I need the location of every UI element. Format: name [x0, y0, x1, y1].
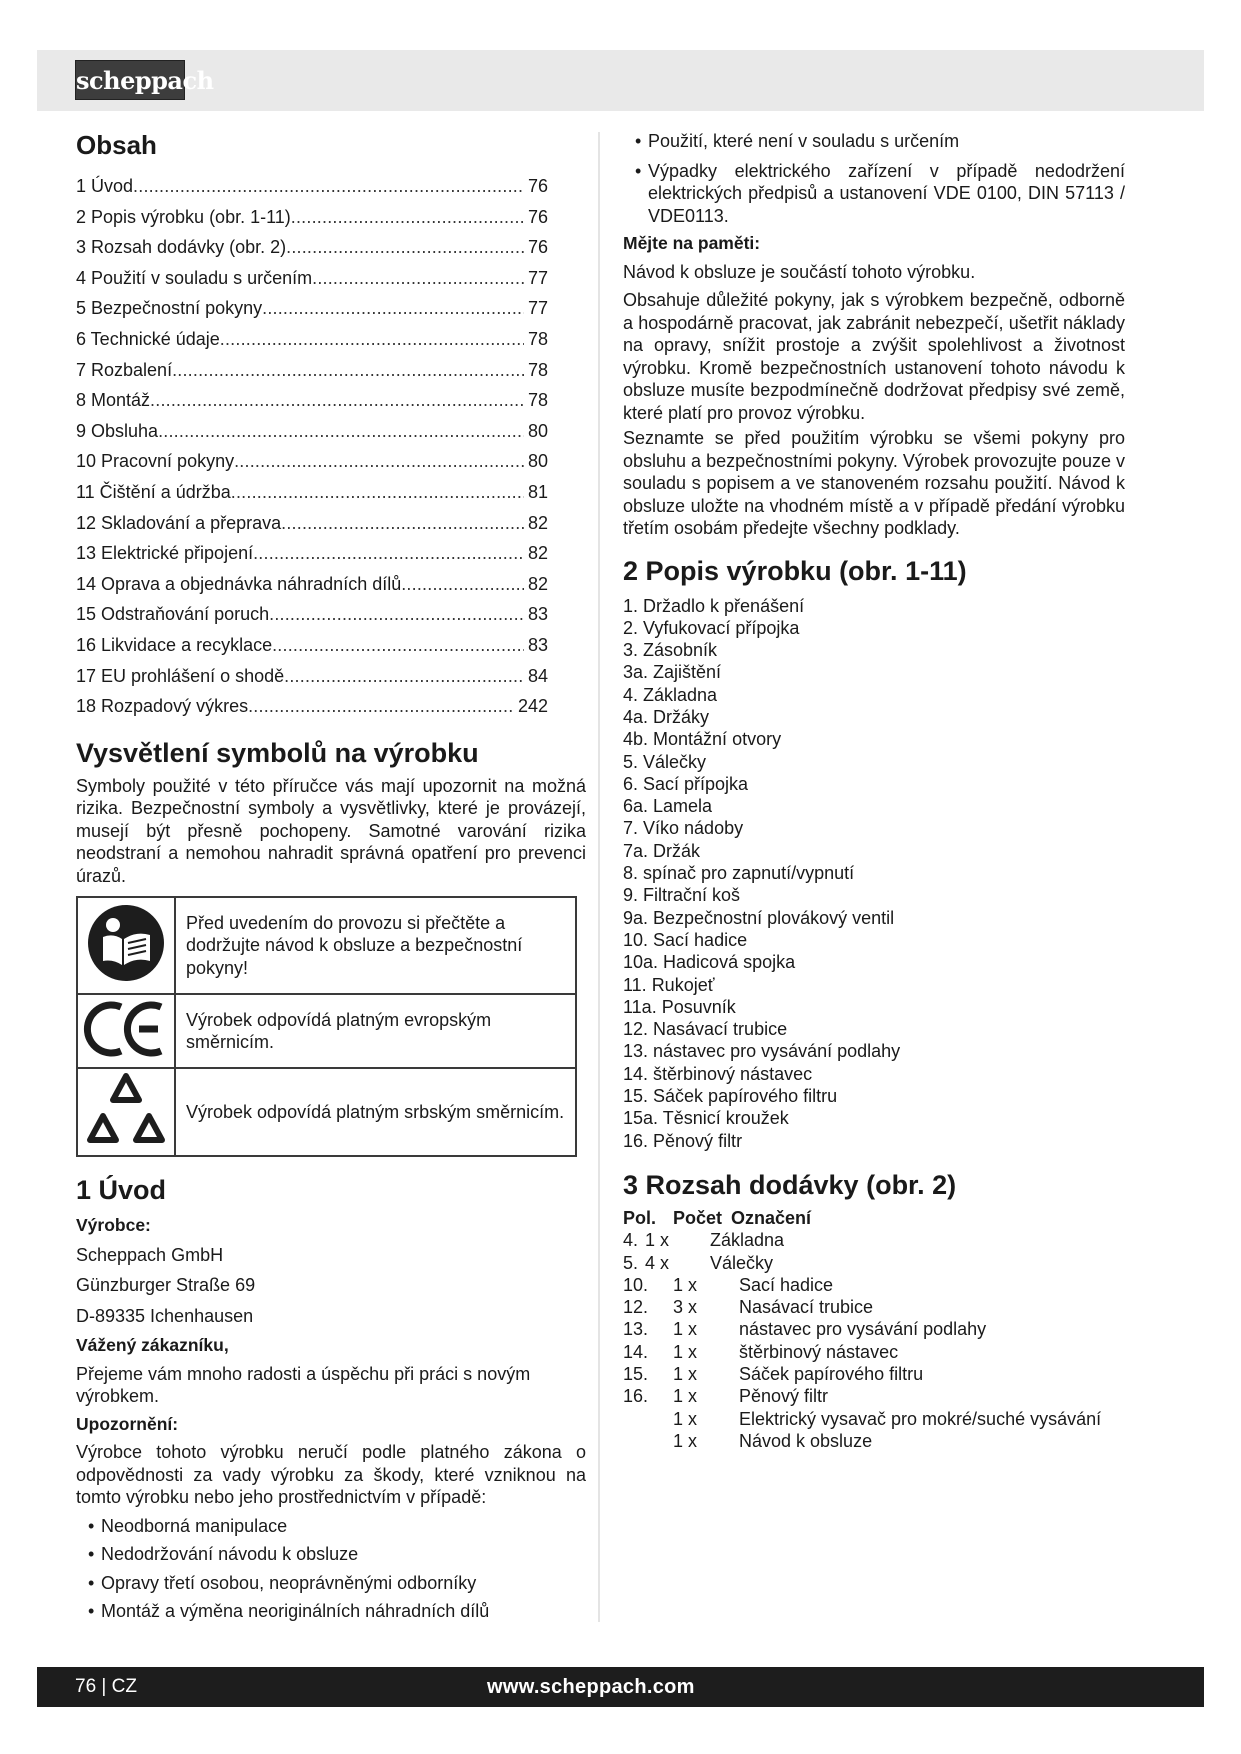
list-item: • Neodborná manipulace	[88, 1515, 586, 1538]
list-item: 3a. Zajištění	[623, 662, 722, 683]
list-item: 4b. Montážní otvory	[623, 729, 782, 750]
table-row: 15. 1 x Sáček papírového filtru	[623, 1364, 924, 1384]
scope-col-qty: Počet	[673, 1207, 723, 1228]
list-item: 9. Filtrační koš	[623, 885, 741, 906]
list-item: 15. Sáček papírového filtru	[623, 1086, 838, 1107]
toc-item[interactable]: 14 Oprava a objednávka náhradních dílů . . . 82	[76, 569, 548, 600]
list-item: 1. Držadlo k přenášení	[623, 595, 805, 616]
column-divider	[598, 132, 600, 1622]
scope-col-pos: Pol.	[623, 1207, 657, 1228]
notice-text: Výrobce tohoto výrobku neručí podle platného zákona o odpovědnosti za vady výrobku za škody, které vzniknou na tomto výrobku nebo jeho prostřednictvím v případě:	[76, 1442, 586, 1508]
toc-item[interactable]: 15 Odstraňování poruch . . . 83	[76, 599, 548, 630]
list-item: • Nedodržování návodu k obsluze	[88, 1543, 586, 1566]
table-row: 12. 3 x Nasávací trubice	[623, 1297, 874, 1318]
left-column	[76, 130, 586, 1623]
page-footer	[37, 1667, 1204, 1707]
manufacturer-label: Výrobce:	[76, 1215, 151, 1236]
description-heading: 2 Popis výrobku (obr. 1-11)	[623, 555, 967, 586]
list-item: 9a. Bezpečnostní plovákový ventil	[623, 907, 895, 928]
toc-item[interactable]: 8 Montáž . . . 78	[76, 385, 548, 416]
table-row: 1 x Elektrický vysavač pro mokré/suché vysávání	[673, 1408, 1102, 1429]
table-row: 13. 1 x nástavec pro vysávání podlahy	[623, 1319, 987, 1340]
toc-item[interactable]: 2 Popis výrobku (obr. 1-11) . . . 76	[76, 202, 548, 233]
toc-item[interactable]: 6 Technické údaje . . . 78	[76, 324, 548, 355]
notice-label: Upozornění:	[76, 1413, 179, 1434]
list-item: 16. Pěnový filtr	[623, 1130, 743, 1151]
list-item: 4a. Držáky	[623, 706, 710, 727]
symbol-text: Před uvedením do provozu si přečtěte a dodržujte návod k obsluze a bezpečnostní pokyny!	[175, 897, 576, 994]
list-item: 10a. Hadicová spojka	[623, 952, 796, 973]
toc-item[interactable]: 10 Pracovní pokyny . . . 80	[76, 446, 548, 477]
scope-table	[623, 1207, 1125, 1452]
list-item: 14. štěrbinový nástavec	[623, 1063, 813, 1084]
table-of-contents	[76, 171, 586, 722]
serbian-conformity-icon	[77, 1068, 175, 1156]
toc-item[interactable]: 7 Rozbalení . . . 78	[76, 355, 548, 386]
list-item: 15a. Těsnicí kroužek	[623, 1108, 789, 1129]
list-item: 11. Rukojeť	[623, 974, 715, 995]
table-row: 5. 4 x Válečky	[623, 1252, 774, 1273]
intro-heading: 1 Úvod	[76, 1175, 167, 1206]
scheppach-logo: scheppach	[75, 60, 185, 100]
page-header	[37, 50, 1204, 111]
symbols-table	[76, 896, 577, 1157]
intro-wish: Přejeme vám mnoho radosti a úspěchu při práci s novým výrobkem.	[76, 1363, 531, 1407]
toc-item[interactable]: 11 Čištění a údržba . . . 81	[76, 477, 548, 508]
remember-text: Návod k obsluze je součástí tohoto výrobku.	[623, 261, 976, 282]
symbol-row	[77, 994, 576, 1068]
list-item: 7. Víko nádoby	[623, 818, 744, 839]
symbol-row	[77, 1068, 576, 1156]
table-row: 10. 1 x Sací hadice	[623, 1274, 834, 1295]
toc-item[interactable]: 12 Skladování a přeprava . . . 82	[76, 508, 548, 539]
table-row: 16. 1 x Pěnový filtr	[623, 1386, 829, 1407]
scope-heading: 3 Rozsah dodávky (obr. 2)	[623, 1169, 957, 1200]
symbols-heading: Vysvětlení symbolů na výrobku	[76, 737, 479, 768]
toc-item[interactable]: 5 Bezpečnostní pokyny . . . 77	[76, 293, 548, 324]
table-row: 14. 1 x štěrbinový nástavec	[623, 1341, 899, 1362]
list-item: 6. Sací přípojka	[623, 773, 749, 794]
toc-item[interactable]: 16 Likvidace a recyklace . . . 83	[76, 630, 548, 661]
list-item: 5. Válečky	[623, 751, 707, 772]
list-item: 13. nástavec pro vysávání podlahy	[623, 1041, 901, 1062]
read-manual-icon	[77, 897, 175, 994]
liability-list-continued	[635, 130, 1125, 227]
company-street: Günzburger Straße 69	[76, 1275, 256, 1296]
list-item: 8. spínač pro zapnutí/vypnutí	[623, 863, 855, 884]
toc-item[interactable]: 13 Elektrické připojení . . . 82	[76, 538, 548, 569]
symbol-text: Výrobek odpovídá platným srbským směrnicím.	[175, 1068, 576, 1156]
info-paragraph: Obsahuje důležité pokyny, jak s výrobkem bezpečně, odborně a hospodárně pracovat, jak zabránit nebezpečí, ušetřit náklady na opravy, snížit prostoje a zvýšit spolehlivost a životnost výrobku. Kromě bezpečnostních ustanovení tohoto návodu k obsluze musíte bezpodmínečně dodržovat předpisy své země, které platí pro provoz výrobku.	[623, 290, 1125, 423]
symbol-row	[77, 897, 576, 994]
toc-item[interactable]: 4 Použití v souladu s určením . . . 77	[76, 263, 548, 294]
list-item: 12. Nasávací trubice	[623, 1019, 788, 1040]
list-item: 4. Základna	[623, 684, 718, 705]
toc-item[interactable]: 18 Rozpadový výkres . . . 242	[76, 691, 548, 722]
list-item: • Použití, které není v souladu s určením	[635, 130, 1125, 153]
list-item: 6a. Lamela	[623, 796, 713, 817]
toc-item[interactable]: 1 Úvod . . . 76	[76, 171, 548, 202]
scope-col-name: Označení	[731, 1207, 812, 1228]
liability-list	[88, 1515, 586, 1623]
list-item: 7a. Držák	[623, 840, 701, 861]
toc-heading: Obsah	[76, 130, 157, 160]
right-column	[623, 130, 1125, 1452]
list-item: • Opravy třetí osobou, neoprávněnými odborníky	[88, 1572, 586, 1595]
list-item: 10. Sací hadice	[623, 929, 748, 950]
table-row: 4. 1 x Základna	[623, 1230, 785, 1251]
remember-label: Mějte na paměti:	[623, 233, 761, 253]
toc-item[interactable]: 3 Rozsah dodávky (obr. 2) . . . 76	[76, 232, 548, 263]
toc-item[interactable]: 17 EU prohlášení o shodě . . . 84	[76, 661, 548, 692]
list-item: 2. Vyfukovací přípojka	[623, 617, 800, 638]
list-item: • Montáž a výměna neoriginálních náhradních dílů	[88, 1600, 586, 1623]
symbol-text: Výrobek odpovídá platným evropským směrnicím.	[175, 994, 576, 1068]
list-item: 3. Zásobník	[623, 640, 718, 661]
toc-item[interactable]: 9 Obsluha . . . 80	[76, 416, 548, 447]
scope-header-row	[623, 1207, 1125, 1229]
company-city: D-89335 Ichenhausen	[76, 1305, 254, 1326]
table-row: 1 x Návod k obsluze	[673, 1430, 873, 1451]
website-link[interactable]: www.scheppach.com	[487, 1676, 695, 1698]
info-paragraph: Seznamte se před použitím výrobku se všemi pokyny pro obsluhu a bezpečnostními pokyny. Výrobek provozujte pouze v souladu s popisem a ve stanoveném rozsahu použití. Návod k obsluze uložte na vhodném místě a v případě předání výrobku třetím osobám předejte všechny podklady.	[623, 428, 1125, 538]
symbols-intro: Symboly použité v této příručce vás mají upozornit na možná rizika. Bezpečnostní symboly a vysvětlivky, které je provázejí, musejí být přesně pochopeny. Samotné varování rizika neodstraní a nemohou nahradit správná opatření pro prevenci úrazů.	[76, 775, 586, 886]
parts-list	[623, 595, 1125, 1152]
company-name: Scheppach GmbH	[76, 1244, 224, 1265]
list-item: 11a. Posuvník	[623, 996, 736, 1017]
list-item: • Výpadky elektrického zařízení v případě nedodržení elektrických předpisů a ustanovení VDE 0100, DIN 57113 / VDE0113.	[635, 160, 1125, 228]
ce-mark-icon	[77, 994, 175, 1068]
page-number: 76 | CZ	[75, 1676, 137, 1697]
dear-customer-label: Vážený zákazníku,	[76, 1335, 229, 1356]
